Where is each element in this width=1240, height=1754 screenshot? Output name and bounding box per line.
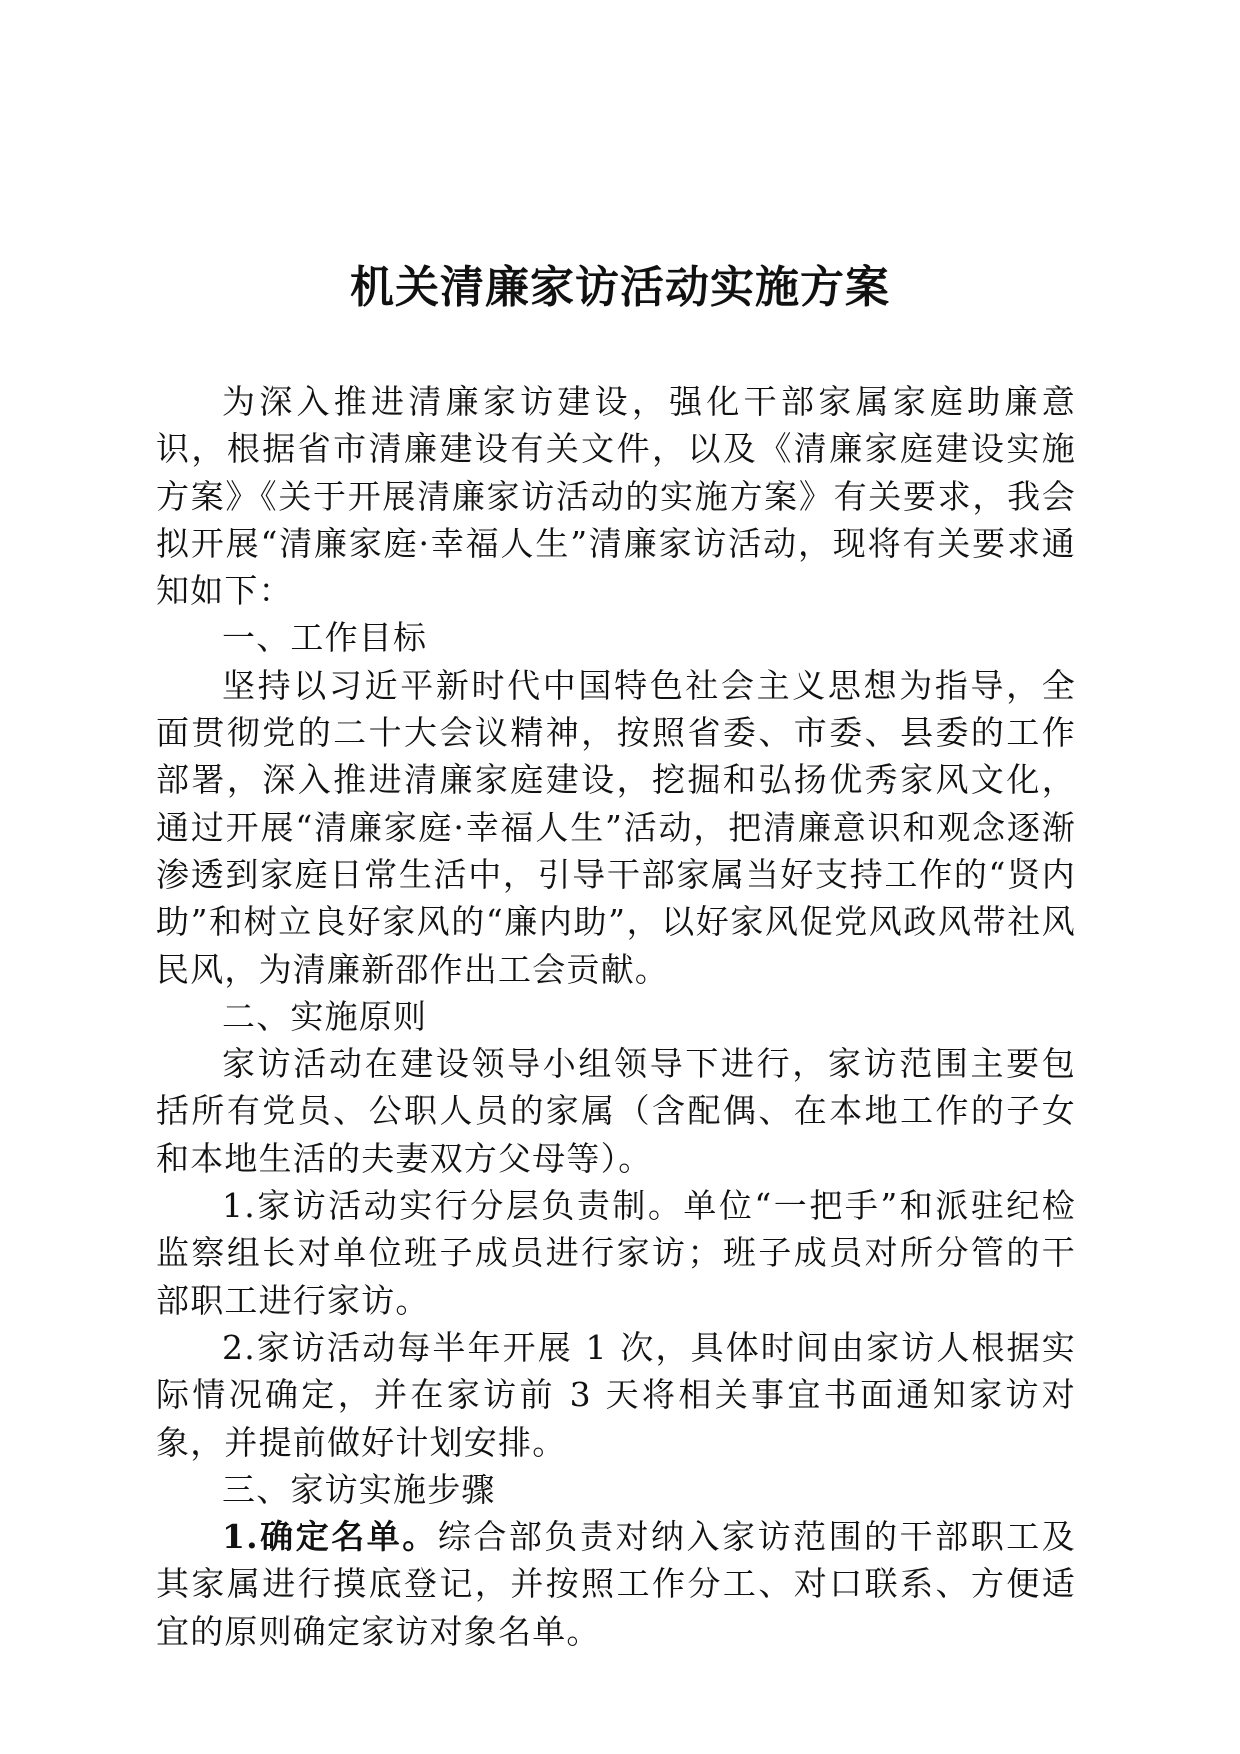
principles-paragraph: 家访活动在建设领导小组领导下进行，家访范围主要包括所有党员、公职人员的家属（含配偶、在本地工作的子女和本地生活的夫妻双方父母等）。 (156, 1044, 1076, 1178)
document-title: 机关清廉家访活动实施方案 (350, 262, 890, 313)
steps-item-1 (156, 1513, 1076, 1655)
steps-item-1-text: 综合部负责对纳入家访范围的干部职工及其家属进行摸底登记，并按照工作分工、对口联系、方便适宜的原则确定家访对象名单。 (156, 1517, 1076, 1651)
section-heading-work-goals: 一、工作目标 (222, 618, 428, 658)
document-body (156, 378, 1076, 1655)
principles-item-1: 1.家访活动实行分层负责制。单位“一把手”和派驻纪检监察组长对单位班子成员进行家访；班子成员对所分管的干部职工进行家访。 (156, 1186, 1076, 1320)
intro-paragraph: 为深入推进清廉家访建设，强化干部家属家庭助廉意识，根据省市清廉建设有关文件，以及《清廉家庭建设实施方案》《关于开展清廉家访活动的实施方案》有关要求，我会拟开展“清廉家庭·幸福人生”清廉家访活动，现将有关要求通知如下： (156, 382, 1076, 611)
work-goals-paragraph: 坚持以习近平新时代中国特色社会主义思想为指导，全面贯彻党的二十大会议精神，按照省委、市委、县委的工作部署，深入推进清廉家庭建设，挖掘和弘扬优秀家风文化，通过开展“清廉家庭·幸福人生”活动，把清廉意识和观念逐渐渗透到家庭日常生活中，引导干部家属当好支持工作的“贤内助”和树立良好家风的“廉内助”，以好家风促党风政风带社风民风，为清廉新邵作出工会贡献。 (156, 665, 1076, 989)
principles-item-2: 2.家访活动每半年开展 1 次，具体时间由家访人根据实际情况确定，并在家访前 3 天将相关事宜书面通知家访对象，并提前做好计划安排。 (156, 1327, 1076, 1462)
section-heading-steps: 三、家访实施步骤 (222, 1469, 496, 1509)
steps-item-1-lead: 1.确定名单。 (222, 1517, 438, 1557)
section-heading-principles: 二、实施原则 (222, 996, 428, 1036)
